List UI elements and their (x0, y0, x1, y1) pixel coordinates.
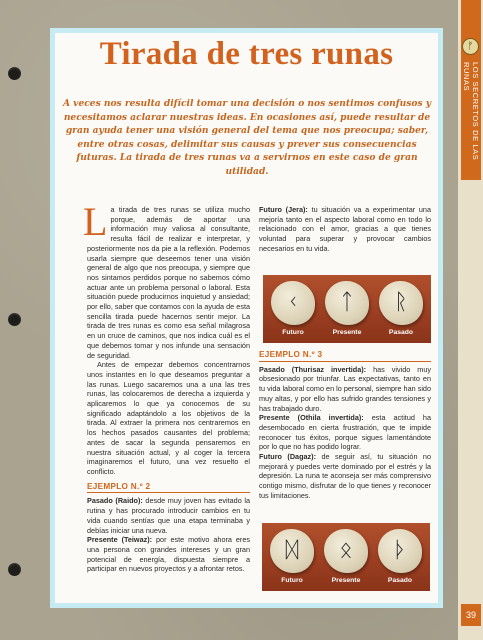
rune-glyph: ᚲ (286, 290, 300, 315)
intro-text: A veces nos resulta difícil tomar una decisión o nos sentimos confusos y necesitamos aclarar nuestras ideas. En ocasiones así, puede resultar de gran ayuda tener una visión general del tema que nos preocupa; saber, entre otras cosas, delimitar sus causas y prever sus consecuencias futuras. La tirada de tres runas va a servirnos en este caso de gran utilidad. (62, 98, 432, 177)
section-label: LOS SECRETOS DE LAS RUNAS (462, 62, 480, 161)
rune-stone (324, 529, 368, 573)
binder-hole-top (8, 67, 21, 80)
text-column-right (259, 205, 431, 254)
caption-futuro: Futuro (281, 577, 303, 584)
page-number: 39 (461, 604, 481, 626)
binder-hole-bottom (8, 563, 21, 576)
caption-futuro: Futuro (282, 329, 304, 336)
rune-photo-2 (262, 523, 430, 591)
caption-presente: Presente (332, 329, 362, 336)
heading-ejemplo-3: EJEMPLO N.º 3 (259, 350, 431, 362)
rune-glyph: ᚱ (394, 290, 408, 315)
rune-glyph: ᛞ (285, 538, 299, 563)
rune-stone (378, 529, 422, 573)
ejemplo2-presente: Presente (Teiwaz): por este motivo ahora eres una persona con grandes intereses y un gran potencial de energía, dispuesta siempre a participar en nuevos proyectos y a afrontar retos. (87, 535, 250, 574)
rune-photo-1 (263, 275, 431, 343)
ejemplo2-pasado: Pasado (Raido): desde muy joven has evitado la rutina y has procurado introducir cambios en tu vida cuando sentías que una etapa terminaba y debías iniciar una nueva. (87, 496, 251, 535)
caption-pasado: Pasado (388, 329, 414, 336)
rune-stone (379, 281, 423, 325)
rune-glyph: ᛟ (339, 538, 353, 563)
page-title: Tirada de tres runas (99, 36, 394, 72)
text-column-right-lower (259, 350, 431, 501)
rune-stone (271, 281, 315, 325)
ejemplo3-futuro: Futuro (Dagaz): de seguir así, tu situación no mejorará y puedes verte dominado por el estrés y la depresión. La runa te aconseja ser más comprensivo contigo mismo, disfrutar de lo que tienes y reconocer tus limitaciones. (259, 452, 432, 500)
drop-cap: L (83, 199, 108, 244)
rune-stone (325, 281, 369, 325)
heading-ejemplo-2: EJEMPLO N.º 2 (87, 482, 250, 494)
rune-stone (270, 529, 314, 573)
rune-glyph: ᛏ (340, 290, 354, 315)
caption-presente: Presente (331, 577, 361, 584)
ejemplo3-pasado: Pasado (Thurisaz invertida): has vivido muy obsesionado por triunfar. Las expectativas, tanto en tu vida laboral como en lo personal, siempre han sido muy altas, y por ello has sufrido grandes tensiones y has trabajado duro. (259, 364, 432, 413)
ejemplo3-presente: Presente (Othila invertida): esta actitud ha desembocado en cierta frustración, que te impide reconocer tus éxitos, porque sigues lamentándote por lo que no has podido lograr. (259, 413, 431, 452)
paragraph-1: La tirada de tres runas se utiliza mucho porque, además de aportar una información muy valiosa al consultante, resulta fácil de realizar e interpretar, y posteriormente nos da pie a la reflexión. Podemos usarla siempre que deseemos tener una visión general de algo que nos preocupa, y siempre que nos sintamos perdidos porque no sabemos cómo actuar ante un problema personal o laboral. Esta situación puede producirnos inquietud y ansiedad; por ello, saber que contamos con la ayuda de esta sencilla tirada puede hacernos sentir mejor. La tirada de tres runas es como esa señal milagrosa en un cruce de caminos, que nos indica cuál es el que debemos tomar y nos infunde una sensación de seguridad. (83, 199, 250, 360)
binder-hole-middle (8, 313, 21, 326)
paragraph-2: Antes de empezar debemos concentrarnos unos instantes en lo que deseamos preguntar a las runas. Luego sacaremos una a una las tres runas, las colocaremos de derecha a izquierda y aplicaremos lo que ya conocemos de su significado adaptándolo a los objetivos de la tirada. Al extraer la primera nos centraremos en los hechos pasados causantes del problema; antes de sacar la segunda pensaremos en nuestra situación actual, y al coger la tercera imaginaremos el futuro, una vez resuelto el conflicto. (87, 360, 250, 476)
ejemplo2-futuro: Futuro (Jera): tu situación va a experimentar una mejoría tanto en el aspecto laboral como en todo lo relacionado con el amor, gracias a que tienes voluntad para superar y provocar cambios necesarios en tu vida. (259, 205, 431, 253)
text-column-left (83, 199, 251, 574)
caption-pasado: Pasado (387, 577, 413, 584)
rune-glyph: ᚦ (393, 538, 407, 563)
rune-logo-icon: ᚠ (462, 38, 479, 55)
